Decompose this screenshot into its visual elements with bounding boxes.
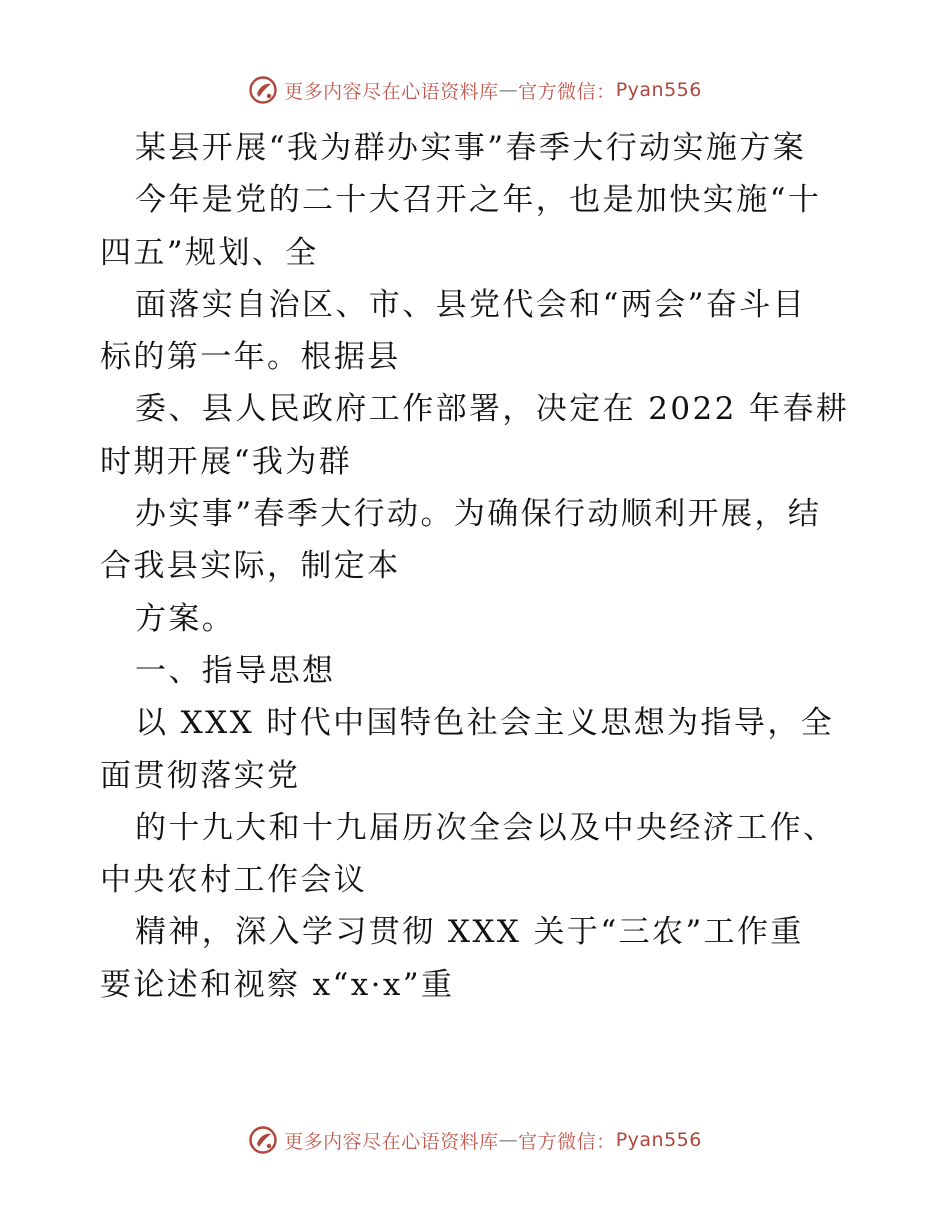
- paragraph-line: 方案。: [135, 600, 236, 637]
- paragraph-line: 要论述和视察 x“x·x”重: [100, 966, 455, 1003]
- paragraph-line: 合我县实际，制定本: [100, 548, 401, 585]
- document-title: 某县开展“我为群办实事”春季大行动实施方案: [135, 130, 807, 166]
- footer-watermark: [0, 1120, 950, 1160]
- watermark-text: 更多内容尽在心语资料库: [284, 1130, 499, 1153]
- paragraph-line: 时期开展“我为群: [100, 443, 353, 480]
- watermark-dash: —: [498, 1129, 519, 1151]
- paragraph-line: 今年是党的二十大召开之年，也是加快实施“十: [135, 182, 822, 219]
- paragraph-line: 四五”规划、全: [100, 234, 319, 271]
- watermark-label: 官方微信：: [518, 1130, 616, 1153]
- header-watermark: [0, 70, 950, 110]
- brand-logo-icon: [248, 1125, 278, 1155]
- brand-logo-icon: [248, 75, 278, 105]
- watermark-label: 官方微信：: [518, 80, 616, 103]
- paragraph-line: 面落实自治区、市、县党代会和“两会”奋斗目: [135, 286, 807, 323]
- paragraph-line: 标的第一年。根据县: [100, 339, 401, 376]
- paragraph-line: 的十九大和十九届历次全会以及中央经济工作、: [135, 809, 837, 846]
- section-heading: 一、指导思想: [135, 652, 336, 689]
- watermark-account: Pyan556: [615, 79, 702, 101]
- watermark-account: Pyan556: [615, 1129, 702, 1151]
- paragraph-line: 办实事”春季大行动。为确保行动顺利开展，结: [135, 496, 822, 533]
- paragraph-line: 委、县人民政府工作部署，决定在 2022 年春耕: [135, 391, 850, 428]
- paragraph-line: 面贯彻落实党: [100, 757, 301, 794]
- paragraph-line: 以 XXX 时代中国特色社会主义思想为指导，全: [135, 705, 835, 742]
- watermark-dash: —: [498, 79, 519, 101]
- paragraph-line: 中央农村工作会议: [100, 862, 368, 899]
- document-body: [100, 122, 860, 1011]
- watermark-text: 更多内容尽在心语资料库: [284, 80, 499, 103]
- paragraph-line: 精神，深入学习贯彻 XXX 关于“三农”工作重: [135, 914, 804, 951]
